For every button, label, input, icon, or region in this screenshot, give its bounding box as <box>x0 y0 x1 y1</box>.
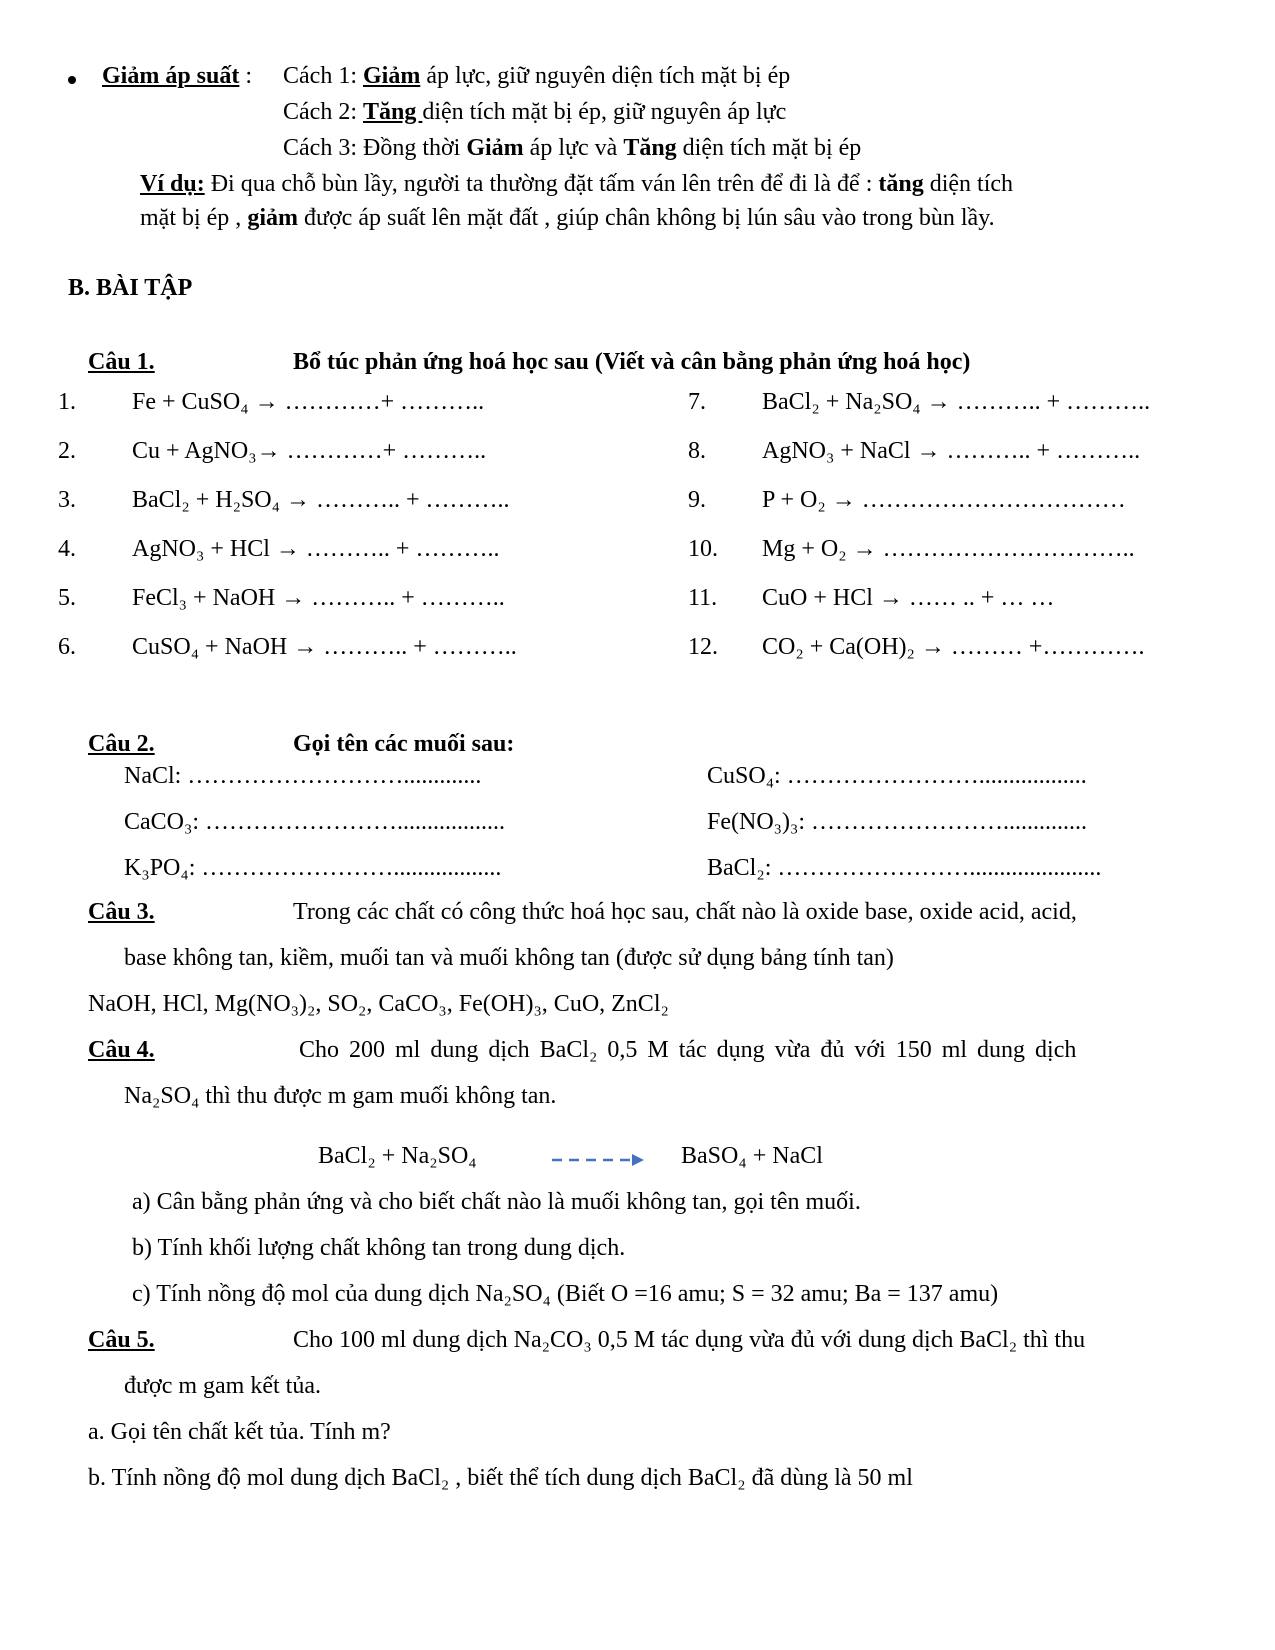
q4-part-c: c) Tính nồng độ mol của dung dịch Na₂SO₄ (Biết O =16 amu; S = 32 amu; Ba = 137 amu) <box>132 1281 999 1307</box>
q4-part-a: a) Cân bằng phản ứng và cho biết chất nào là muối không tan, gọi tên muối. <box>132 1189 861 1215</box>
q2-item: NaCl: ………………………............. <box>124 763 482 789</box>
q1-label: Câu 1. <box>88 349 155 375</box>
pressure-heading: Giảm áp suất <box>102 63 240 89</box>
q2-item: BaCl₂: ……………………...................... <box>707 855 1102 881</box>
q5-line-2: được m gam kết tủa. <box>124 1373 321 1399</box>
q4-products: BaSO₄ + NaCl <box>681 1143 823 1169</box>
q1-equation: Fe + CuSO₄ → …………+ ……….. <box>132 389 485 415</box>
q5-part-a: a. Gọi tên chất kết tủa. Tính m? <box>88 1419 391 1445</box>
q1-equation: CuO + HCl → …… .. + … … <box>762 585 1055 611</box>
q2-title: Gọi tên các muối sau: <box>293 731 515 757</box>
q1-equation: CuSO₄ + NaOH → ……….. + ……….. <box>132 634 517 660</box>
q1-equation: AgNO₃ + HCl → ……….. + ……….. <box>132 536 500 562</box>
q1-num: 7. <box>688 389 706 415</box>
example-label: Ví dụ: <box>140 171 205 197</box>
q1-equation: Cu + AgNO₃→ …………+ ……….. <box>132 438 487 464</box>
q1-num: 5. <box>58 585 76 611</box>
example-line-1: Ví dụ: Đi qua chỗ bùn lầy, người ta thường đặt tấm ván lên trên để đi là để : tăng diện tích <box>140 171 1014 197</box>
pressure-way-3: Cách 3: Đồng thời Giảm áp lực và Tăng diện tích mặt bị ép <box>283 135 862 161</box>
q5-part-b: b. Tính nồng độ mol dung dịch BaCl₂ , biết thể tích dung dịch BaCl₂ đã dùng là 50 ml <box>88 1465 913 1491</box>
q3-line-1: Trong các chất có công thức hoá học sau, chất nào là oxide base, oxide acid, acid, <box>293 899 1077 925</box>
q1-equation: AgNO₃ + NaCl → ……….. + ……….. <box>762 438 1141 464</box>
q1-num: 12. <box>688 634 718 660</box>
q1-equation: P + O₂ → …………………………… <box>762 487 1126 513</box>
reaction-arrow-icon <box>550 1150 646 1170</box>
q4-line-2: Na₂SO₄ thì thu được m gam muối không tan. <box>124 1083 557 1109</box>
q2-item: CuSO₄: …………………….................. <box>707 763 1087 789</box>
q4-reactants: BaCl₂ + Na₂SO₄ <box>318 1143 477 1169</box>
q1-num: 3. <box>58 487 76 513</box>
q1-num: 2. <box>58 438 76 464</box>
q2-item: CaCO₃: …………………….................. <box>124 809 506 835</box>
pressure-way-2: Cách 2: Tăng diện tích mặt bị ép, giữ nguyên áp lực <box>283 99 787 125</box>
section-b-heading: B. BÀI TẬP <box>68 275 193 301</box>
q2-item: Fe(NO₃)₃: …………………….............. <box>707 809 1088 835</box>
q1-equation: FeCl₃ + NaOH → ……….. + ……….. <box>132 585 505 611</box>
q1-equation: BaCl₂ + H₂SO₄ → ……….. + ……….. <box>132 487 510 513</box>
pressure-way-1: Cách 1: Giảm áp lực, giữ nguyên diện tích mặt bị ép <box>283 63 791 89</box>
pressure-heading-line: Giảm áp suất : <box>102 63 253 89</box>
q1-title: Bổ túc phản ứng hoá học sau (Viết và cân bằng phản ứng hoá học) <box>293 349 971 375</box>
q5-label: Câu 5. <box>88 1327 155 1353</box>
q5-line-1: Cho 100 ml dung dịch Na₂CO₃ 0,5 M tác dụng vừa đủ với dung dịch BaCl₂ thì thu <box>293 1327 1086 1353</box>
q1-num: 11. <box>688 585 718 611</box>
q1-num: 8. <box>688 438 706 464</box>
q1-num: 1. <box>58 389 76 415</box>
q1-equation: CO₂ + Ca(OH)₂ → ……… +…………. <box>762 634 1145 660</box>
q1-num: 4. <box>58 536 76 562</box>
q2-label: Câu 2. <box>88 731 155 757</box>
q4-label: Câu 4. <box>88 1037 155 1063</box>
bullet-icon <box>68 76 76 84</box>
q1-equation: BaCl₂ + Na₂SO₄ → ……….. + ……….. <box>762 389 1151 415</box>
q4-line-1: Cho 200 ml dung dịch BaCl₂ 0,5 M tác dụng vừa đủ với 150 ml dung dịch <box>299 1037 1077 1063</box>
q3-line-2: base không tan, kiềm, muối tan và muối không tan (được sử dụng bảng tính tan) <box>124 945 894 971</box>
q1-num: 10. <box>688 536 718 562</box>
q1-num: 9. <box>688 487 706 513</box>
q1-equation: Mg + O₂ → ………………………….. <box>762 536 1135 562</box>
q2-item: K₃PO₄: …………………….................. <box>124 855 502 881</box>
q3-label: Câu 3. <box>88 899 155 925</box>
q1-num: 6. <box>58 634 76 660</box>
q3-compounds: NaOH, HCl, Mg(NO₃)₂, SO₂, CaCO₃, Fe(OH)₃, CuO, ZnCl₂ <box>88 991 669 1017</box>
example-line-2: mặt bị ép , giảm được áp suất lên mặt đất , giúp chân không bị lún sâu vào trong bùn lầy. <box>140 205 995 231</box>
q4-part-b: b) Tính khối lượng chất không tan trong dung dịch. <box>132 1235 626 1261</box>
